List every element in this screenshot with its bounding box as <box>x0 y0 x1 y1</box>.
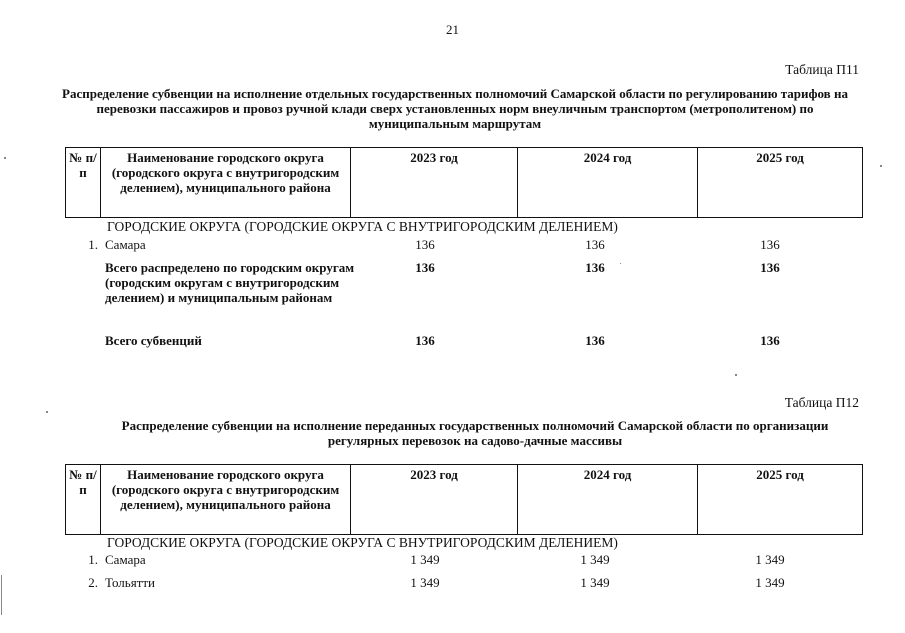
header-num: № п/п <box>66 465 101 535</box>
row-value-2024: 1 349 <box>580 552 610 567</box>
table-header-p11 <box>65 147 863 218</box>
table-label-p12: Таблица П12 <box>784 395 859 410</box>
header-2025: 2025 год <box>698 148 863 218</box>
row-value-2023: 1 349 <box>410 552 440 567</box>
header-2025: 2025 год <box>698 465 863 535</box>
header-name: Наименование городского округа (городского округа с внутригородским делением), муниципального района <box>101 465 351 535</box>
row-num: 1. <box>88 237 98 252</box>
header-2023: 2023 год <box>351 148 518 218</box>
row-value-2025: 1 349 <box>755 552 785 567</box>
total-label: Всего субвенций <box>105 333 202 348</box>
page-number: 21 <box>446 22 459 37</box>
table-header-p12 <box>65 464 863 535</box>
total-distributed-2024: 136 <box>585 260 605 275</box>
row-name: Самара <box>105 237 146 252</box>
header-2023: 2023 год <box>351 465 518 535</box>
row-num: 1. <box>88 552 98 567</box>
total-2023: 136 <box>415 333 435 348</box>
total-2025: 136 <box>760 333 780 348</box>
row-num: 2. <box>88 575 98 590</box>
total-2024: 136 <box>585 333 605 348</box>
total-distributed-2025: 136 <box>760 260 780 275</box>
header-2024: 2024 год <box>518 148 698 218</box>
section-heading-p11: ГОРОДСКИЕ ОКРУГА (ГОРОДСКИЕ ОКРУГА С ВНУТРИГОРОДСКИМ ДЕЛЕНИЕМ) <box>107 219 618 234</box>
row-value-2025: 1 349 <box>755 575 785 590</box>
section-heading-p12: ГОРОДСКИЕ ОКРУГА (ГОРОДСКИЕ ОКРУГА С ВНУТРИГОРОДСКИМ ДЕЛЕНИЕМ) <box>107 535 618 550</box>
header-name: Наименование городского округа (городского округа с внутригородским делением), муниципального района <box>101 148 351 218</box>
row-name: Тольятти <box>105 575 156 590</box>
total-distributed-label: Всего распределено по городским округам (городским округам с внутригородским делением) и муниципальным районам <box>105 260 355 305</box>
speck <box>4 157 6 159</box>
total-distributed-2023: 136 <box>415 260 435 275</box>
row-value-2024: 1 349 <box>580 575 610 590</box>
header-2024: 2024 год <box>518 465 698 535</box>
table-title-p11: Распределение субвенции на исполнение отдельных государственных полномочий Самарской области по регулированию тарифов на перевозки пассажиров и провоз ручной клади сверх установленных норм внеуличным транспортом (метрополитеном) по муниципальным маршрутам <box>62 86 848 131</box>
speck <box>46 411 48 413</box>
speck <box>620 263 621 264</box>
speck <box>1 575 2 615</box>
table-title-p12: Распределение субвенции на исполнение переданных государственных полномочий Самарской области по организации регулярных перевозок на садово-дачные массивы <box>121 418 829 448</box>
header-num: № п/п <box>66 148 101 218</box>
row-name: Самара <box>105 552 146 567</box>
row-value-2024: 136 <box>585 237 605 252</box>
speck <box>735 374 737 376</box>
row-value-2023: 1 349 <box>410 575 440 590</box>
speck <box>880 165 882 167</box>
row-value-2023: 136 <box>415 237 435 252</box>
table-label-p11: Таблица П11 <box>785 62 859 77</box>
row-value-2025: 136 <box>760 237 780 252</box>
